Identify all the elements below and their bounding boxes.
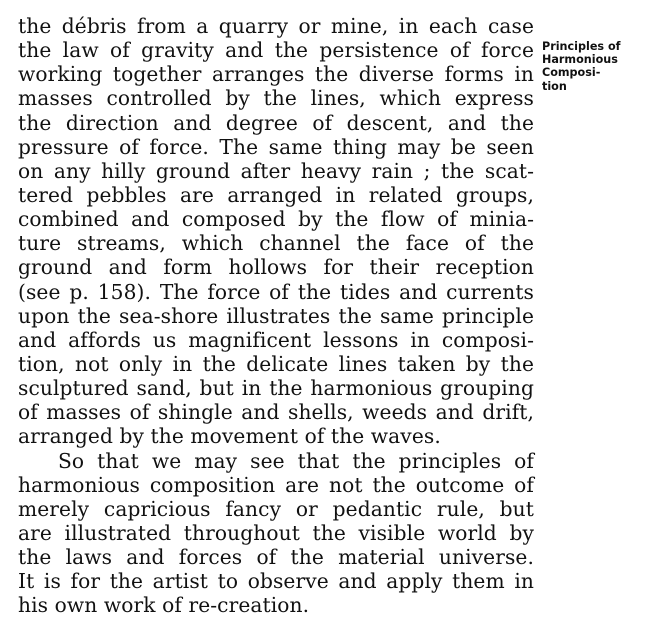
- text-line: arranged by the movement of the waves.: [18, 424, 441, 449]
- text-line: of masses of shingle and shells, weeds and drift,: [18, 400, 534, 425]
- text-line: sculptured sand, but in the harmonious grouping: [18, 376, 534, 401]
- text-line: the laws and forces of the material universe.: [18, 545, 534, 570]
- text-line: ground and form hollows for their reception: [18, 255, 534, 280]
- text-line: the débris from a quarry or mine, in each case: [18, 14, 534, 38]
- margin-note-line: Harmonious: [542, 53, 618, 67]
- text-line: tered pebbles are arranged in related groups,: [18, 182, 534, 207]
- text-line: pressure of force. The same thing may be seen: [18, 134, 534, 159]
- text-line: It is for the artist to observe and apply them in: [18, 569, 534, 594]
- text-line: the law of gravity and the persistence of force: [18, 38, 534, 63]
- paragraph-1: [18, 14, 534, 449]
- text-line: the direction and degree of descent, and the: [18, 110, 534, 135]
- text-line: merely capricious fancy or pedantic rule, but: [18, 496, 534, 521]
- margin-note-line: Principles of: [542, 40, 621, 53]
- text-line: upon the sea-shore illustrates the same principle: [18, 303, 534, 328]
- margin-note: [542, 40, 646, 93]
- text-line: masses controlled by the lines, which express: [18, 86, 534, 111]
- text-line: working together arranges the diverse forms in: [18, 62, 534, 87]
- text-line: tion, not only in the delicate lines taken by the: [18, 351, 534, 376]
- margin-note-line: Composi-: [542, 66, 601, 80]
- text-line: So that we may see that the principles of: [58, 448, 534, 473]
- paragraph-2: [18, 449, 534, 618]
- text-line: on any hilly ground after heavy rain ; the scat-: [18, 158, 534, 183]
- margin-note-line: tion: [542, 79, 567, 93]
- text-line: harmonious composition are not the outcome of: [18, 472, 534, 497]
- text-line: ture streams, which channel the face of the: [18, 231, 534, 256]
- text-line: combined and composed by the flow of minia-: [18, 207, 534, 232]
- text-line: (see p. 158). The force of the tides and currents: [18, 279, 534, 304]
- text-line: and affords us magnificent lessons in composi-: [18, 327, 534, 352]
- text-line: are illustrated throughout the visible world by: [18, 520, 534, 545]
- body-text: [18, 14, 534, 618]
- text-line: his own work of re-creation.: [18, 593, 310, 618]
